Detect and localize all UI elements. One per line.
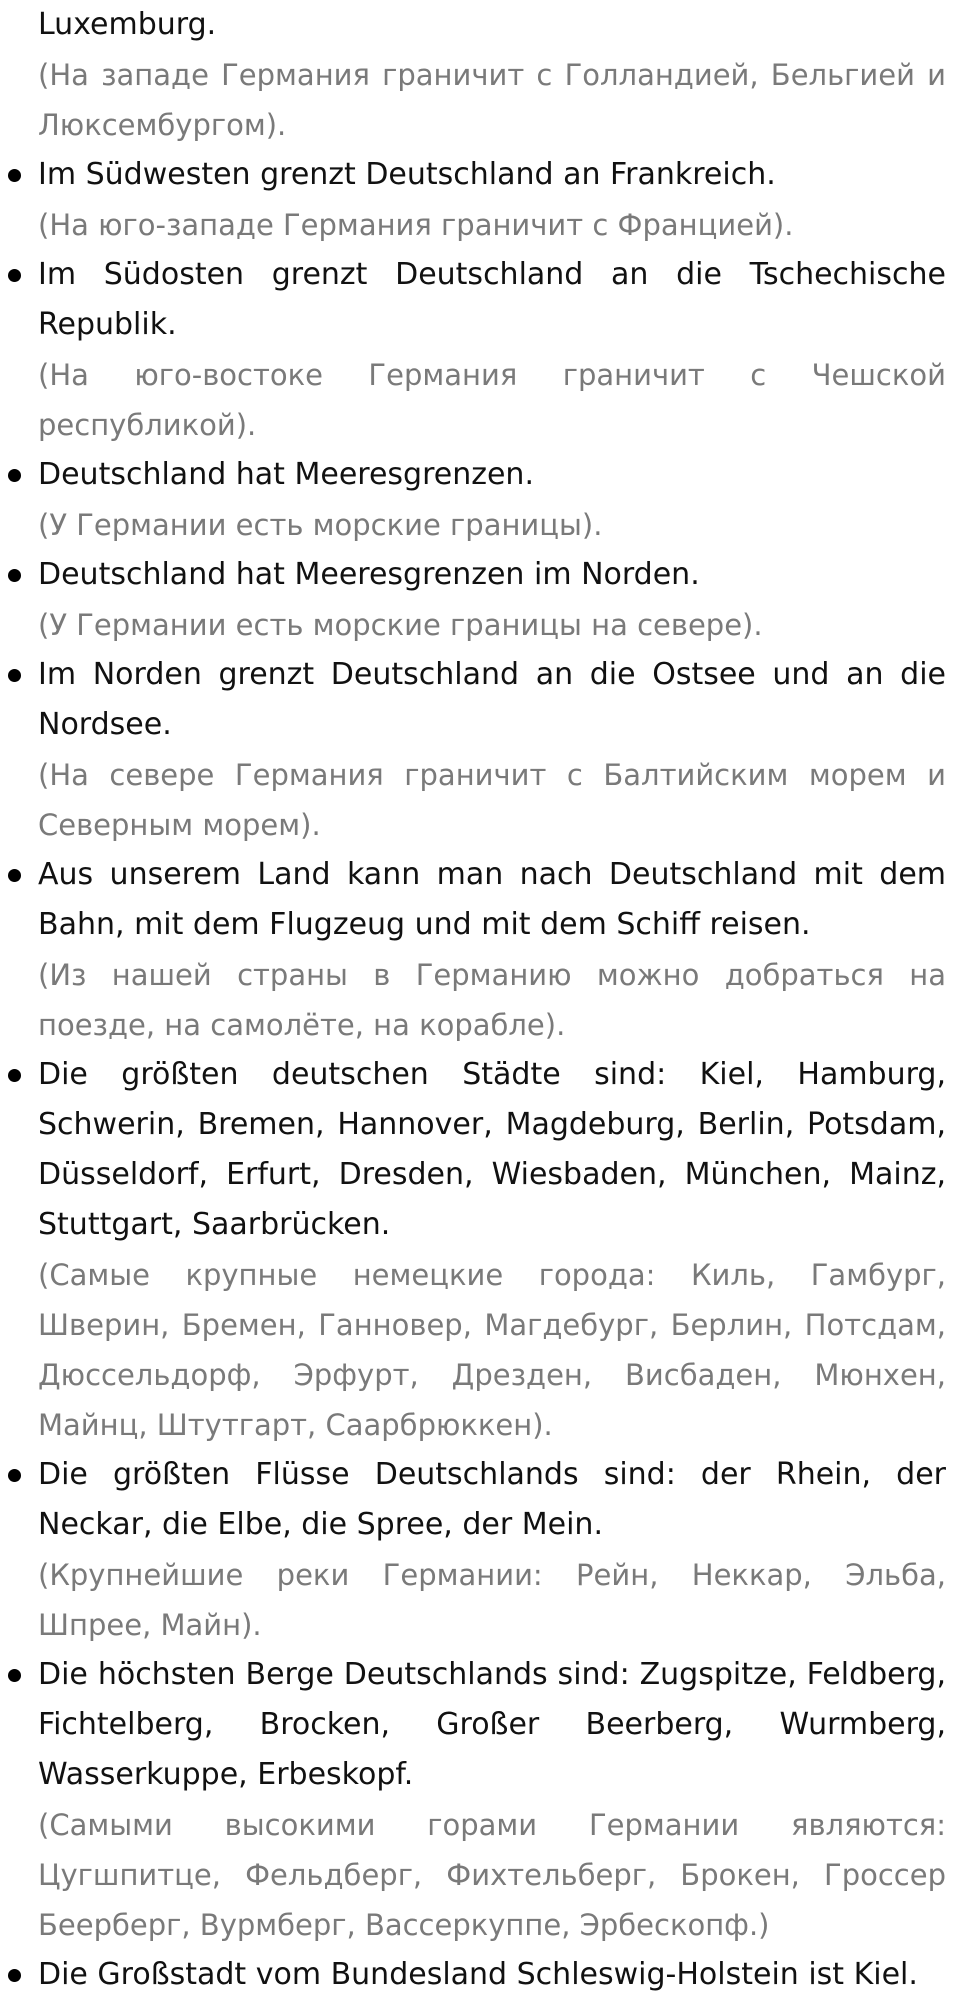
bullet-icon [8,869,21,882]
bullet-icon [8,269,21,282]
bullet-icon [8,469,21,482]
german-sentence: Deutschland hat Meeresgrenzen im Norden. [38,557,700,592]
list-item [38,1050,946,1450]
russian-translation: (У Германии есть морские границы на севере). [38,608,763,642]
german-sentence: Die größten deutschen Städte sind: Kiel, Hamburg, Schwerin, Bremen, Hannover, Magdeburg, Berlin, Potsdam, Düsseldorf, Erfurt, Dresden, Wiesbaden, München, Mainz, Stuttgart, Saarbrücken. [38,1057,946,1242]
bullet-icon [8,569,21,582]
german-sentence: Die Großstadt vom Bundesland Schleswig-Holstein ist Kiel. [38,1957,918,1992]
russian-translation: (Из нашей страны в Германию можно добраться на поезде, на самолёте, на корабле). [38,958,946,1042]
list-item [38,450,946,550]
russian-translation: (На севере Германия граничит с Балтийским морем и Северным морем). [38,758,946,842]
russian-translation: (У Германии есть морские границы). [38,508,603,542]
russian-translation: (На юго-западе Германия граничит с Францией). [38,208,794,242]
list-item [38,250,946,450]
list-item [38,150,946,250]
russian-translation: (На юго-востоке Германия граничит с Чешской республикой). [38,358,946,442]
list-item [38,1650,946,1950]
bullet-icon [8,1069,21,1082]
russian-translation: (Крупнейшие реки Германии: Рейн, Неккар, Эльба, Шпрее, Майн). [38,1558,946,1642]
continuation-german-text: Luxemburg. [38,7,217,42]
russian-translation: (Самые крупные немецкие города: Киль, Гамбург, Шверин, Бремен, Ганновер, Магдебург, Берлин, Потсдам, Дюссельдорф, Эрфурт, Дрезден, Висбаден, Мюнхен, Майнц, Штутгарт, Саарбрюккен). [38,1258,946,1442]
bullet-icon [8,1969,21,1982]
german-sentence: Im Südosten grenzt Deutschland an die Tschechische Republik. [38,257,946,342]
list-item [38,550,946,650]
german-sentence: Die höchsten Berge Deutschlands sind: Zugspitze, Feldberg, Fichtelberg, Brocken, Großer Beerberg, Wurmberg, Wasserkuppe, Erbeskopf. [38,1657,946,1792]
german-sentence: Im Südwesten grenzt Deutschland an Frankreich. [38,157,776,192]
continuation-russian-translation: (На западе Германия граничит с Голландией, Бельгией и Люксембургом). [38,58,946,142]
german-sentence: Deutschland hat Meeresgrenzen. [38,457,534,492]
bullet-icon [8,1469,21,1482]
bullet-icon [8,669,21,682]
russian-translation: (Самыми высокими горами Германии являются: Цугшпитце, Фельдберг, Фихтельберг, Брокен, Гроссер Беерберг, Вурмберг, Вассеркуппе, Эрбескопф.) [38,1808,946,1942]
german-sentence: Die größten Flüsse Deutschlands sind: der Rhein, der Neckar, die Elbe, die Spree, der Mein. [38,1457,946,1542]
bullet-icon [8,169,21,182]
list-item [38,1450,946,1650]
continuation-block [38,0,946,150]
bullet-list [38,150,946,2000]
german-sentence: Aus unserem Land kann man nach Deutschland mit dem Bahn, mit dem Flugzeug und mit dem Schiff reisen. [38,857,946,942]
german-sentence: Im Norden grenzt Deutschland an die Ostsee und an die Nordsee. [38,657,946,742]
list-item [38,650,946,850]
list-item [38,850,946,1050]
bullet-icon [8,1669,21,1682]
list-item [38,1950,946,2000]
